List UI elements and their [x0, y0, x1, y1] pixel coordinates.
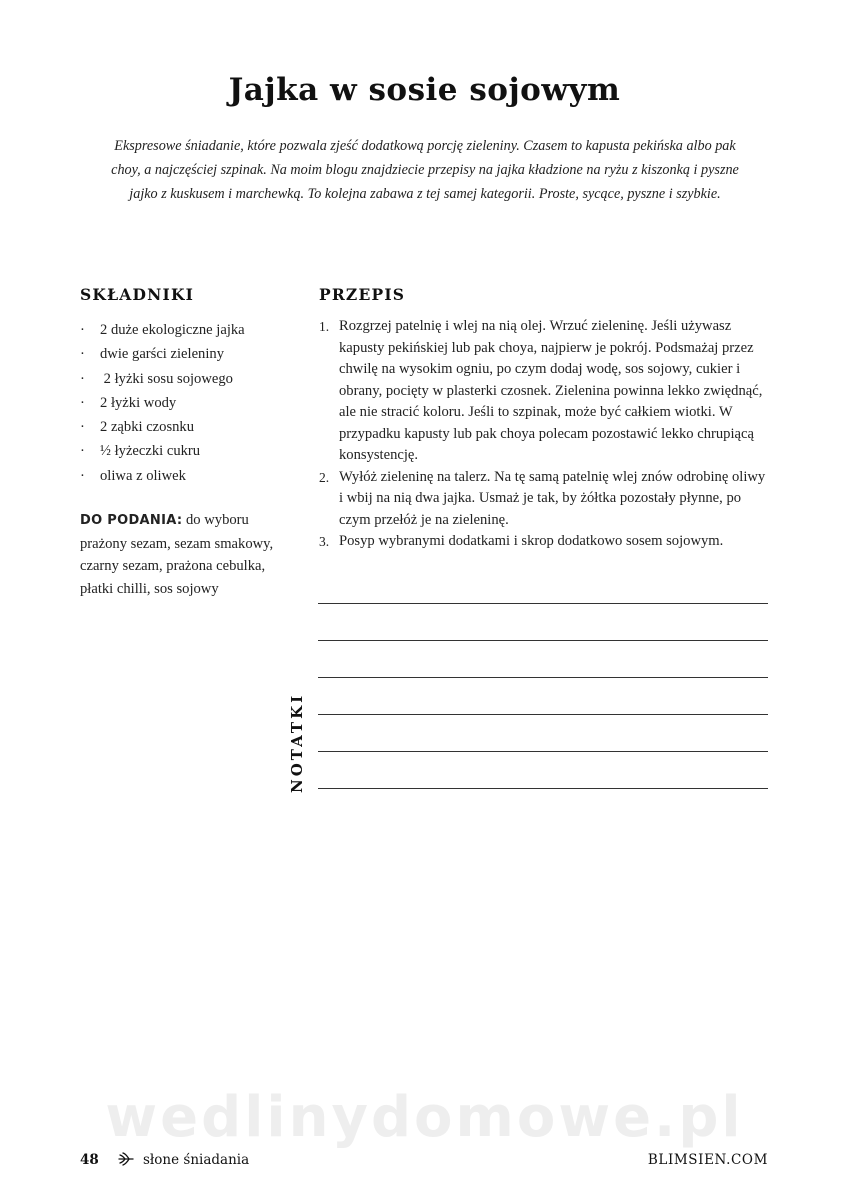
page-number: 48	[80, 1152, 99, 1168]
ingredient-text: 2 duże ekologiczne jajka	[100, 322, 245, 338]
bullet-icon: ·	[80, 443, 85, 460]
ingredient-text: oliwa z oliwek	[100, 467, 186, 484]
note-line	[318, 714, 768, 715]
ingredient-item	[80, 439, 290, 463]
serving-label: DO PODANIA:	[80, 513, 183, 528]
ingredient-text: 2 ząbki czosnku	[100, 419, 195, 436]
notes-label: NOTATKI	[288, 692, 306, 793]
ingredient-text: 2 łyżki wody	[100, 394, 177, 411]
ingredient-item	[80, 391, 290, 415]
recipe-steps	[319, 316, 769, 553]
step-number: 3.	[319, 534, 330, 549]
bullet-icon: ·	[80, 346, 85, 363]
serving-suggestions	[80, 509, 295, 600]
ingredient-text: dwie garści zieleniny	[100, 346, 224, 363]
note-line	[318, 788, 768, 789]
ingredient-text: ½ łyżeczki cukru	[100, 443, 201, 460]
ingredient-item	[80, 342, 290, 366]
step-text: Rozgrzej patelnię i wlej na nią olej. Wrzuć zieleninę. Jeśli używasz kapusty pekińskiej lub pak choya, najpierw je pokrój. Podsmażaj przez chwilę na wysokim ogniu, po czym dodaj wodę, sos sojowy, cukier i obrany, pocięty w plasterki czosnek. Zielenina powinna lekko zwiędnąć, ale nie stracić koloru. Jeśli to szpinak, może być całkiem wiotki. W przypadku kapusty lub pak choya polecam pozostawić lekko chrupiącą konsystencję.	[339, 318, 763, 463]
ingredient-item	[80, 318, 290, 342]
ingredients-list	[80, 318, 290, 488]
ingredient-item	[80, 367, 290, 391]
step-number: 2.	[319, 469, 330, 485]
ingredient-item	[80, 415, 290, 439]
bullet-icon: ·	[80, 394, 85, 411]
watermark: wedlinydomowe.pl	[105, 1085, 744, 1150]
step-text: Posyp wybranymi dodatkami i skrop dodatkowo sosem sojowym.	[339, 533, 724, 549]
bullet-icon: ·	[80, 322, 85, 338]
serving-text: do wyboru prażony sezam, sezam smakowy, czarny sezam, prażona cebulka, płatki chilli, sos sojowy	[80, 512, 274, 597]
note-line	[318, 640, 768, 641]
ingredients-heading: SKŁADNIKI	[80, 285, 195, 304]
ingredient-text: 2 łyżki sosu sojowego	[100, 370, 233, 387]
recipe-heading: PRZEPIS	[319, 285, 406, 304]
recipe-title: Jajka w sosie sojowym	[228, 72, 621, 108]
note-line	[318, 751, 768, 752]
bullet-icon: ·	[80, 370, 85, 387]
note-line	[318, 603, 768, 604]
recipe-step	[319, 316, 769, 467]
section-name: słone śniadania	[143, 1152, 250, 1168]
leaf-sprig-icon	[117, 1150, 135, 1168]
step-text: Wyłóż zieleninę na talerz. Na tę samą patelnię wlej znów odrobinę oliwy i wbij na nią dwa jajka. Usmaż je tak, by żółtka pozostały płynne, po czym przełóż je na zieleninę.	[339, 468, 766, 528]
recipe-step	[319, 467, 769, 532]
bullet-icon: ·	[80, 419, 85, 436]
recipe-step	[319, 531, 769, 553]
note-line	[318, 677, 768, 678]
site-url: BLIMSIEN.COM	[647, 1152, 768, 1168]
step-number: 1.	[319, 319, 330, 334]
bullet-icon: ·	[80, 467, 85, 484]
ingredient-item	[80, 464, 290, 488]
recipe-intro: Ekspresowe śniadanie, które pozwala zjeść dodatkową porcję zieleniny. Czasem to kapusta pekińska albo pak choy, a najczęściej szpinak. Na moim blogu znajdziecie przepisy na jajka kładzione na ryżu z kiszonką i pyszne jajko z kuskusem i marchewką. To kolejna zabawa z tej samej kategorii. Proste, sycące, pyszne i szybkie.	[111, 138, 739, 202]
